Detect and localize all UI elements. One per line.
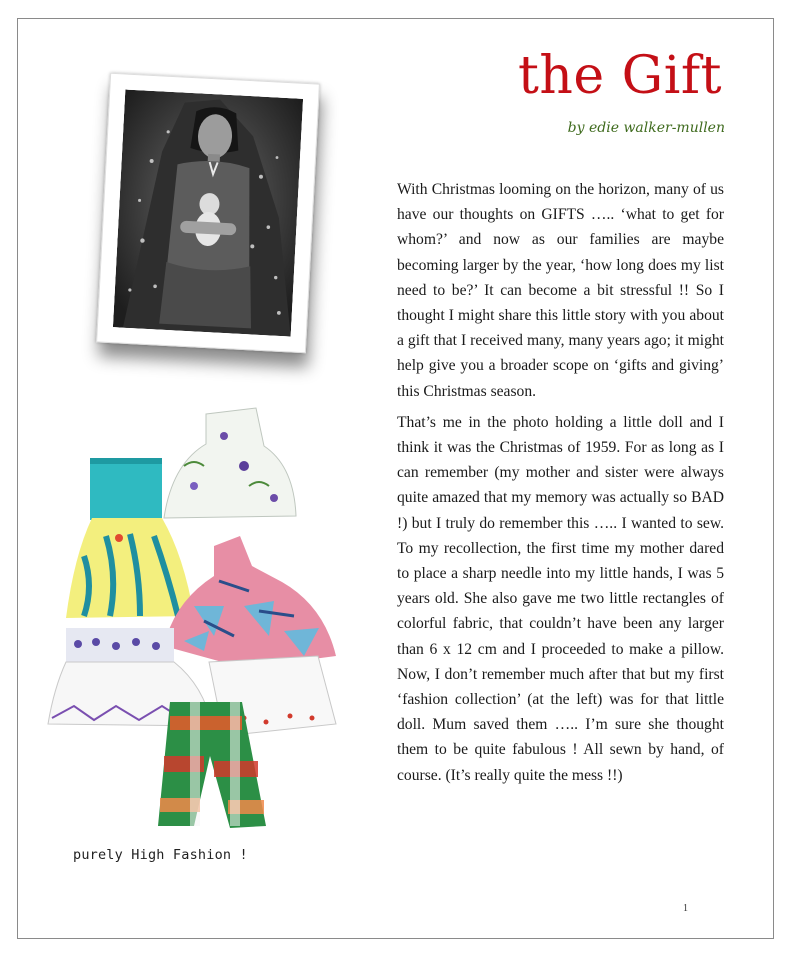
photo-image — [113, 90, 303, 337]
white-floral-dress — [164, 408, 296, 518]
doll-clothes-collage — [44, 406, 370, 834]
pink-blue-geometric-dress — [164, 536, 336, 668]
christmas-photo — [96, 73, 320, 354]
yellow-patterned-skirt — [66, 518, 194, 618]
author-byline: by edie walker-mullen — [567, 120, 725, 136]
paragraph-1: With Christmas looming on the horizon, many of us have our thoughts on GIFTS ….. ‘what to get for whom?’ and now as our families are maybe becoming larger by the year, ‘how long does my list need to be?’ It can become a bit stressful !! So I thought I might share this little story with you about a gift that I received many, many years ago; it might help give you a broader scope on ‘gifts and giving’ this Christmas season. — [397, 181, 724, 400]
article-title: the Gift — [517, 46, 722, 106]
paragraph-2: That’s me in the photo holding a little doll and I think it was the Christmas of 1959. For as long as I can remember (my mother and sister were always quite amazed that my memory was actually so BAD !) but I truly do remember this ….. I wanted to sew. To my recollection, the first time my mother dared to place a sharp needle into my little hands, I was 5 years old. She also gave me two little rectangles of colorful fabric, that couldn’t have been any larger than 6 x 12 cm and I proceeded to make a pillow. Now, I don’t remember much after that but my first ‘fashion collection’ (at the left) was for that little doll. Mum saved them ….. I’m sure she thought them to be quite fabulous ! All sewn by hand, of course. (It’s really quite the mess !!) — [397, 413, 724, 784]
photo-caption: purely High Fashion ! — [73, 847, 248, 863]
page-number: 1 — [683, 903, 688, 914]
turquoise-top — [90, 458, 162, 520]
article-body — [397, 177, 724, 794]
